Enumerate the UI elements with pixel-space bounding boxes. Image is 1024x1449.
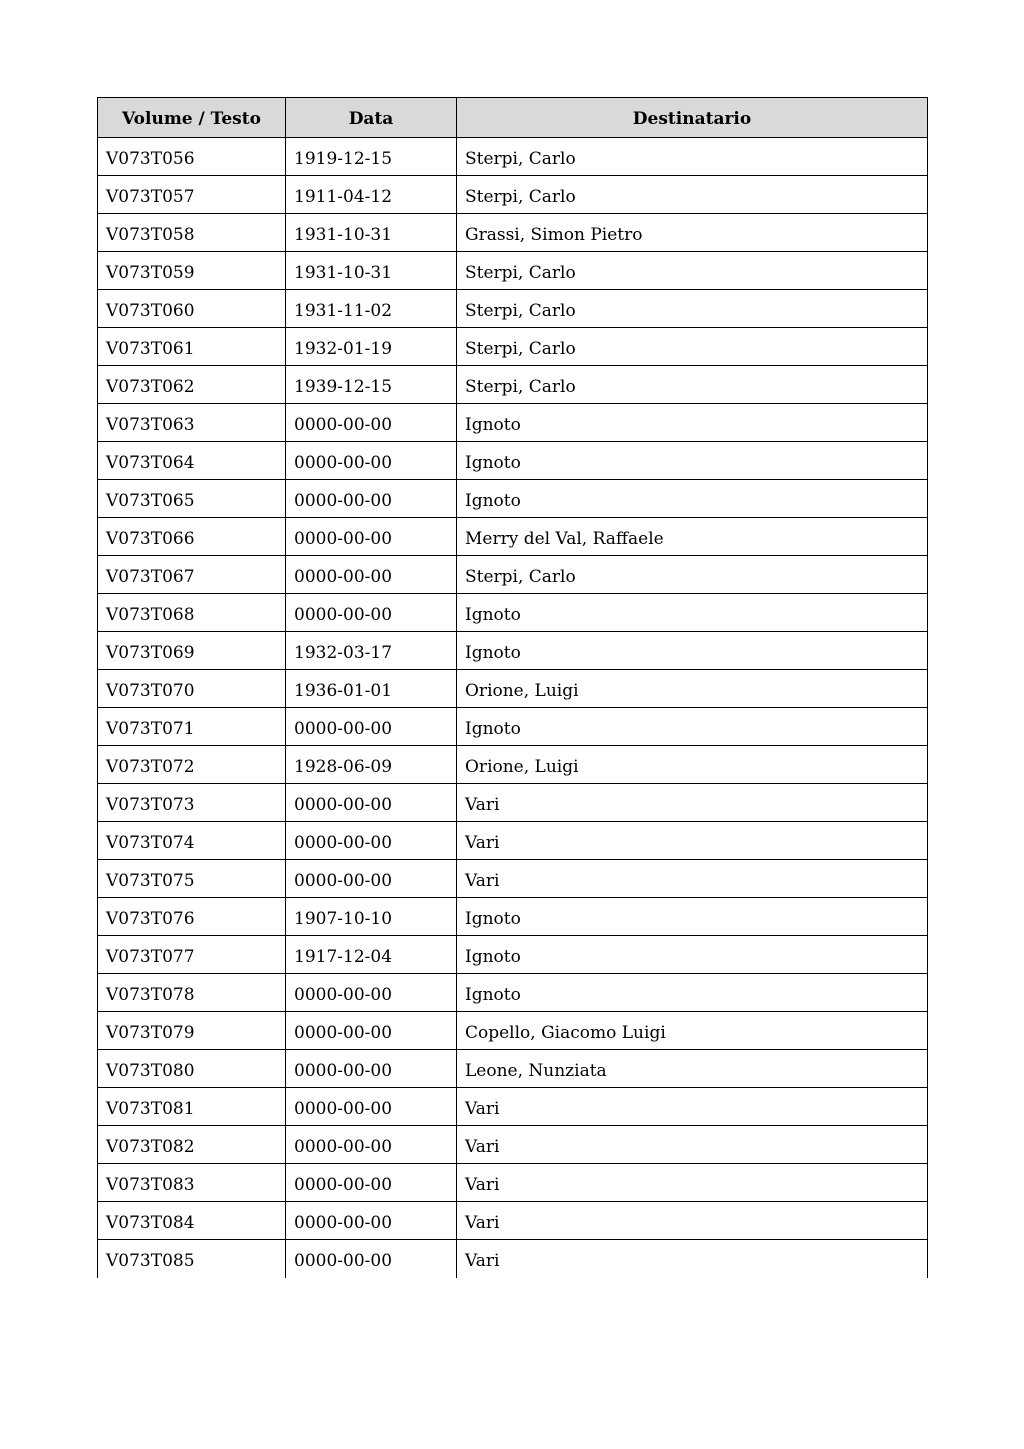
cell-volume-testo: V073T066 — [98, 518, 286, 556]
cell-data: 0000-00-00 — [286, 784, 457, 822]
cell-data: 0000-00-00 — [286, 1050, 457, 1088]
cell-volume-testo: V073T058 — [98, 214, 286, 252]
table-row — [98, 1088, 928, 1126]
cell-volume-testo: V073T075 — [98, 860, 286, 898]
cell-data: 0000-00-00 — [286, 1202, 457, 1240]
cell-data: 1928-06-09 — [286, 746, 457, 784]
cell-destinatario: Vari — [457, 1164, 928, 1202]
cell-data: 0000-00-00 — [286, 1088, 457, 1126]
cell-volume-testo: V073T074 — [98, 822, 286, 860]
table-row — [98, 784, 928, 822]
table-row — [98, 594, 928, 632]
column-header-volume-testo: Volume / Testo — [98, 98, 286, 138]
cell-data: 0000-00-00 — [286, 404, 457, 442]
cell-volume-testo: V073T061 — [98, 328, 286, 366]
cell-destinatario: Vari — [457, 1240, 928, 1278]
cell-volume-testo: V073T064 — [98, 442, 286, 480]
table-row — [98, 290, 928, 328]
cell-volume-testo: V073T077 — [98, 936, 286, 974]
cell-volume-testo: V073T082 — [98, 1126, 286, 1164]
cell-destinatario: Vari — [457, 784, 928, 822]
table-row — [98, 974, 928, 1012]
table-row — [98, 1012, 928, 1050]
table-row — [98, 366, 928, 404]
table-header-row — [98, 98, 928, 138]
cell-data: 0000-00-00 — [286, 860, 457, 898]
table-row — [98, 1202, 928, 1240]
cell-data: 0000-00-00 — [286, 974, 457, 1012]
cell-data: 0000-00-00 — [286, 518, 457, 556]
table-row — [98, 556, 928, 594]
cell-volume-testo: V073T062 — [98, 366, 286, 404]
cell-data: 0000-00-00 — [286, 1240, 457, 1278]
cell-volume-testo: V073T069 — [98, 632, 286, 670]
cell-data: 0000-00-00 — [286, 556, 457, 594]
cell-data: 1932-01-19 — [286, 328, 457, 366]
cell-destinatario: Grassi, Simon Pietro — [457, 214, 928, 252]
cell-volume-testo: V073T079 — [98, 1012, 286, 1050]
cell-data: 1931-11-02 — [286, 290, 457, 328]
cell-data: 0000-00-00 — [286, 480, 457, 518]
cell-destinatario: Vari — [457, 822, 928, 860]
table-row — [98, 138, 928, 176]
table-row — [98, 822, 928, 860]
cell-destinatario: Ignoto — [457, 898, 928, 936]
cell-destinatario: Sterpi, Carlo — [457, 366, 928, 404]
table-row — [98, 1164, 928, 1202]
cell-volume-testo: V073T068 — [98, 594, 286, 632]
cell-data: 1932-03-17 — [286, 632, 457, 670]
cell-data: 0000-00-00 — [286, 1164, 457, 1202]
cell-destinatario: Vari — [457, 1126, 928, 1164]
table-row — [98, 328, 928, 366]
cell-destinatario: Sterpi, Carlo — [457, 138, 928, 176]
cell-destinatario: Ignoto — [457, 632, 928, 670]
cell-data: 0000-00-00 — [286, 442, 457, 480]
cell-destinatario: Ignoto — [457, 404, 928, 442]
cell-destinatario: Vari — [457, 1202, 928, 1240]
cell-volume-testo: V073T081 — [98, 1088, 286, 1126]
cell-volume-testo: V073T076 — [98, 898, 286, 936]
cell-destinatario: Orione, Luigi — [457, 670, 928, 708]
table-row — [98, 214, 928, 252]
cell-data: 0000-00-00 — [286, 1012, 457, 1050]
letters-table — [97, 97, 928, 1278]
cell-volume-testo: V073T071 — [98, 708, 286, 746]
cell-destinatario: Ignoto — [457, 974, 928, 1012]
table-row — [98, 898, 928, 936]
cell-destinatario: Merry del Val, Raffaele — [457, 518, 928, 556]
cell-destinatario: Ignoto — [457, 936, 928, 974]
cell-data: 0000-00-00 — [286, 708, 457, 746]
cell-volume-testo: V073T084 — [98, 1202, 286, 1240]
cell-destinatario: Sterpi, Carlo — [457, 556, 928, 594]
cell-volume-testo: V073T063 — [98, 404, 286, 442]
cell-destinatario: Sterpi, Carlo — [457, 328, 928, 366]
table-row — [98, 252, 928, 290]
cell-volume-testo: V073T073 — [98, 784, 286, 822]
cell-volume-testo: V073T059 — [98, 252, 286, 290]
cell-data: 1911-04-12 — [286, 176, 457, 214]
cell-volume-testo: V073T057 — [98, 176, 286, 214]
table-row — [98, 404, 928, 442]
cell-volume-testo: V073T067 — [98, 556, 286, 594]
cell-destinatario: Orione, Luigi — [457, 746, 928, 784]
table-row — [98, 1240, 928, 1278]
cell-data: 0000-00-00 — [286, 822, 457, 860]
cell-data: 1907-10-10 — [286, 898, 457, 936]
table-row — [98, 1126, 928, 1164]
cell-data: 1939-12-15 — [286, 366, 457, 404]
cell-volume-testo: V073T072 — [98, 746, 286, 784]
cell-destinatario: Vari — [457, 1088, 928, 1126]
cell-data: 0000-00-00 — [286, 1126, 457, 1164]
cell-destinatario: Ignoto — [457, 480, 928, 518]
table-body — [98, 138, 928, 1278]
cell-volume-testo: V073T065 — [98, 480, 286, 518]
cell-data: 1931-10-31 — [286, 252, 457, 290]
table-row — [98, 670, 928, 708]
table-row — [98, 442, 928, 480]
cell-destinatario: Ignoto — [457, 594, 928, 632]
cell-volume-testo: V073T070 — [98, 670, 286, 708]
table-row — [98, 746, 928, 784]
cell-data: 1931-10-31 — [286, 214, 457, 252]
cell-destinatario: Leone, Nunziata — [457, 1050, 928, 1088]
table-row — [98, 860, 928, 898]
table-row — [98, 936, 928, 974]
cell-data: 1919-12-15 — [286, 138, 457, 176]
table-row — [98, 708, 928, 746]
cell-destinatario: Ignoto — [457, 442, 928, 480]
cell-volume-testo: V073T056 — [98, 138, 286, 176]
cell-data: 0000-00-00 — [286, 594, 457, 632]
cell-data: 1917-12-04 — [286, 936, 457, 974]
table-row — [98, 480, 928, 518]
table-row — [98, 176, 928, 214]
cell-volume-testo: V073T060 — [98, 290, 286, 328]
column-header-data: Data — [286, 98, 457, 138]
table-row — [98, 518, 928, 556]
cell-destinatario: Vari — [457, 860, 928, 898]
cell-volume-testo: V073T085 — [98, 1240, 286, 1278]
cell-volume-testo: V073T080 — [98, 1050, 286, 1088]
cell-data: 1936-01-01 — [286, 670, 457, 708]
column-header-destinatario: Destinatario — [457, 98, 928, 138]
cell-destinatario: Sterpi, Carlo — [457, 290, 928, 328]
cell-destinatario: Ignoto — [457, 708, 928, 746]
cell-destinatario: Sterpi, Carlo — [457, 252, 928, 290]
cell-volume-testo: V073T083 — [98, 1164, 286, 1202]
table-row — [98, 1050, 928, 1088]
table-row — [98, 632, 928, 670]
cell-destinatario: Sterpi, Carlo — [457, 176, 928, 214]
cell-volume-testo: V073T078 — [98, 974, 286, 1012]
cell-destinatario: Copello, Giacomo Luigi — [457, 1012, 928, 1050]
